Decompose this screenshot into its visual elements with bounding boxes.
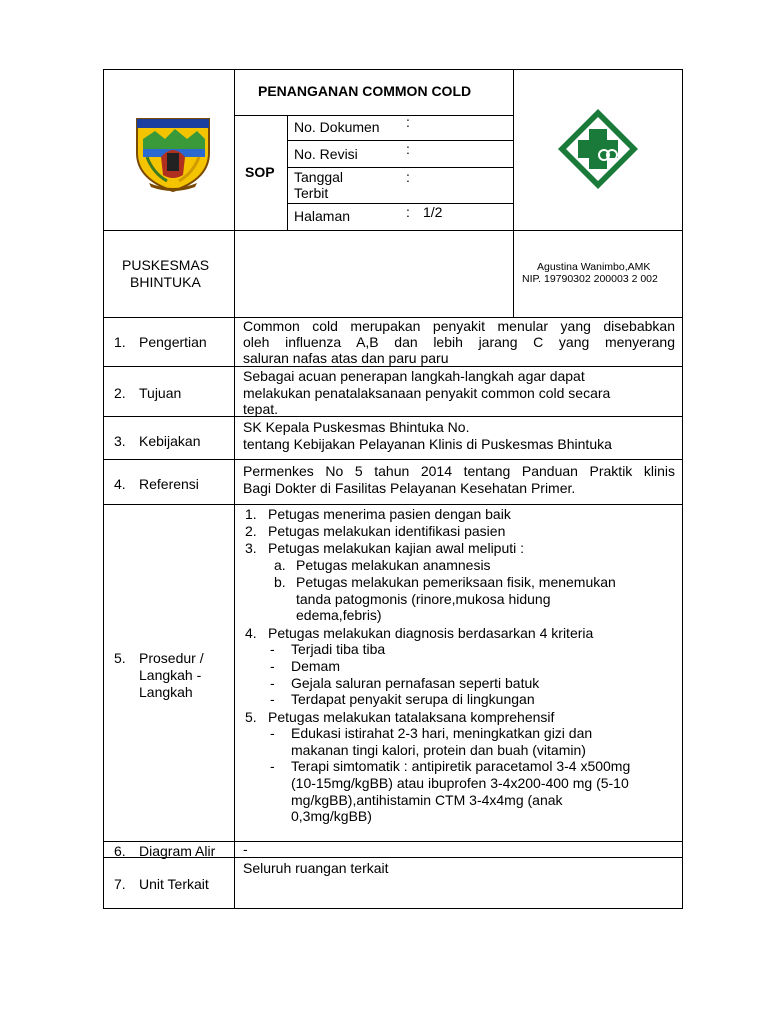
step-text: Petugas menerima pasien dengan baik	[268, 506, 511, 522]
step-text: Terapi simtomatik : antipiretik paracetamol 3-4 x500mg	[291, 758, 631, 774]
field-label-tanggal: Tanggal	[294, 169, 344, 185]
field-label-terbit: Terbit	[294, 185, 329, 201]
header-divider	[103, 230, 683, 231]
section-label-tujuan: Tujuan	[139, 385, 182, 401]
field-label-no-dokumen: No. Dokumen	[294, 119, 380, 135]
step-number: a.	[274, 557, 286, 573]
bullet-dash: -	[270, 641, 275, 657]
referensi-line: Bagi Dokter di Fasilitas Pelayanan Kesehatan Primer.	[243, 480, 576, 496]
tujuan-line: tepat.	[243, 401, 279, 417]
field-colon: :	[406, 114, 410, 130]
field-label-no-revisi: No. Revisi	[294, 146, 358, 162]
step-text: Petugas melakukan identifikasi pasien	[268, 523, 506, 539]
step-number: 2.	[245, 523, 257, 539]
section-label-referensi: Referensi	[139, 476, 199, 492]
step-number: 5.	[245, 709, 257, 725]
step-text: 0,3mg/kgBB)	[291, 808, 372, 824]
organization-name: PUSKESMAS	[122, 257, 210, 273]
section-number: 5.	[114, 650, 126, 666]
step-text: Petugas melakukan kajian awal meliputi :	[268, 540, 525, 556]
field-value-halaman: 1/2	[423, 204, 443, 220]
section-label-prosedur-line2: Langkah -	[139, 667, 202, 683]
table-border-left	[103, 69, 104, 909]
section-label-prosedur-line3: Langkah	[139, 684, 193, 700]
referensi-line: Permenkes No 5 tahun 2014 tentang Panduan Praktik klinis	[243, 463, 675, 479]
section-number: 3.	[114, 433, 126, 449]
field-colon: :	[406, 204, 410, 220]
pengertian-line: saluran nafas atas dan paru paru	[243, 350, 449, 366]
section-number: 1.	[114, 334, 126, 350]
section-label-pengertian: Pengertian	[139, 334, 207, 350]
field-divider-3	[287, 203, 514, 204]
diagram-alir-value: -	[243, 841, 248, 857]
step-text: tanda patogmonis (rinore,mukosa hidung	[296, 591, 551, 607]
sop-column-divider	[287, 115, 288, 230]
step-text: Petugas melakukan anamnesis	[296, 557, 491, 573]
table-border-right	[682, 69, 683, 909]
regency-emblem-logo	[133, 113, 213, 193]
pengertian-line: oleh influenza A,B dan lebih jarang C yang menyerang	[243, 334, 675, 350]
tujuan-line: melakukan penatalaksanaan penyakit common cold secara	[243, 385, 611, 401]
kebijakan-line: tentang Kebijakan Pelayanan Klinis di Puskesmas Bhintuka	[243, 436, 612, 452]
kebijakan-line: SK Kepala Puskesmas Bhintuka No.	[243, 419, 470, 435]
field-divider-2	[287, 167, 514, 168]
logo-column-divider	[513, 69, 514, 317]
step-number: 4.	[245, 625, 257, 641]
bullet-dash: -	[270, 691, 275, 707]
step-number: 3.	[245, 540, 257, 556]
field-colon: :	[406, 169, 410, 185]
table-border-bottom	[103, 908, 683, 909]
pengertian-line: Common cold merupakan penyakit menular yang disebabkan	[243, 318, 675, 334]
signatory-name: Agustina Wanimbo,AMK	[537, 261, 651, 273]
section-number: 7.	[114, 876, 126, 892]
field-colon: :	[406, 141, 410, 157]
step-text: mg/kgBB),antihistamin CTM 3-4x4mg (anak	[291, 792, 563, 808]
row-divider-2	[103, 416, 683, 417]
section-label-prosedur: Prosedur /	[139, 650, 204, 666]
organization-name-line2: BHINTUKA	[130, 274, 201, 290]
step-text: Terjadi tiba tiba	[291, 641, 386, 657]
step-text: Gejala saluran pernafasan seperti batuk	[291, 675, 540, 691]
section-number: 4.	[114, 476, 126, 492]
step-text: Terdapat penyakit serupa di lingkungan	[291, 691, 535, 707]
step-text: Petugas melakukan diagnosis berdasarkan 4 kriteria	[268, 625, 594, 641]
bullet-dash: -	[270, 725, 275, 741]
row-divider-5	[103, 841, 683, 842]
step-text: makanan tingi kalori, protein dan buah (vitamin)	[291, 742, 586, 758]
tujuan-line: Sebagai acuan penerapan langkah-langkah agar dapat	[243, 368, 585, 384]
title-divider	[234, 115, 514, 116]
field-divider-1	[287, 140, 514, 141]
section-label-diagram-alir: Diagram Alir	[139, 843, 216, 859]
document-title: PENANGANAN COMMON COLD	[258, 83, 472, 99]
label-column-divider	[234, 69, 235, 909]
signatory-nip: NIP. 19790302 200003 2 002	[522, 273, 658, 285]
unit-terkait-value: Seluruh ruangan terkait	[243, 860, 389, 876]
field-label-halaman: Halaman	[294, 208, 351, 224]
step-text: Petugas melakukan tatalaksana komprehensif	[268, 709, 555, 725]
step-number: b.	[274, 574, 286, 590]
puskesmas-logo	[556, 107, 640, 191]
row-divider-3	[103, 459, 683, 460]
section-number: 6.	[114, 843, 126, 859]
sop-label: SOP	[245, 164, 275, 180]
section-label-kebijakan: Kebijakan	[139, 433, 201, 449]
table-border-top	[103, 69, 683, 70]
bullet-dash: -	[270, 658, 275, 674]
row-divider-4	[103, 504, 683, 505]
step-text: Demam	[291, 658, 341, 674]
section-number: 2.	[114, 385, 126, 401]
bullet-dash: -	[270, 675, 275, 691]
section-label-unit-terkait: Unit Terkait	[139, 876, 209, 892]
step-text: (10-15mg/kgBB) atau ibuprofen 3-4x200-400 mg (5-10	[291, 775, 629, 791]
step-text: Petugas melakukan pemeriksaan fisik, menemukan	[296, 574, 616, 590]
step-number: 1.	[245, 506, 257, 522]
step-text: Edukasi istirahat 2-3 hari, meningkatkan gizi dan	[291, 725, 593, 741]
bullet-dash: -	[270, 758, 275, 774]
step-text: edema,febris)	[296, 607, 382, 623]
